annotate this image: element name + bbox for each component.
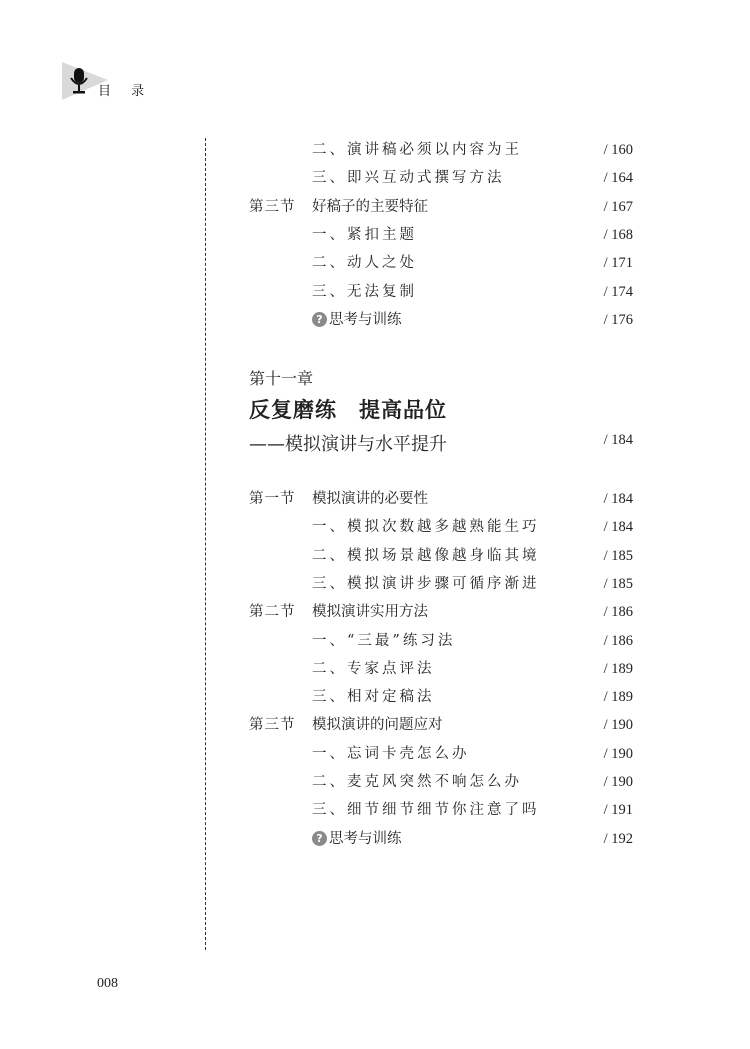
exercise-label: [312, 308, 402, 332]
exercise-title: 思考与训练: [329, 311, 402, 328]
toc-subsection: [0, 572, 750, 596]
toc-subsection: [0, 629, 750, 653]
page-ref: / 190: [603, 774, 633, 790]
toc-subsection: [0, 770, 750, 794]
page-ref: / 164: [603, 170, 633, 187]
exercise-title: 思考与训练: [329, 830, 402, 847]
subsection-title: 三、细节细节细节你注意了吗: [312, 802, 540, 819]
section-title: 模拟演讲实用方法: [312, 604, 428, 621]
section-number: 第三节: [249, 717, 296, 734]
page-ref: / 185: [603, 575, 633, 592]
section-number: 第三节: [249, 198, 296, 215]
toc-subsection: [0, 685, 750, 709]
subsection-title: 二、模拟场景越像越身临其境: [312, 547, 540, 564]
toc-subsection: [0, 798, 750, 822]
page-ref: / 184: [603, 491, 633, 507]
page-ref: / 190: [603, 745, 633, 762]
question-icon: ?: [312, 312, 327, 327]
subsection-title: 三、无法复制: [312, 283, 417, 300]
toc-subsection: [0, 166, 750, 190]
header-label: 目 录: [98, 84, 153, 99]
page-ref: / 186: [603, 632, 633, 649]
page-ref: / 184: [603, 519, 633, 536]
page-ref: / 192: [603, 830, 633, 847]
section-title: 模拟演讲的必要性: [312, 491, 428, 507]
subsection-title: 三、相对定稿法: [312, 689, 435, 706]
subsection-title: 三、即兴互动式撰写方法: [312, 170, 505, 187]
toc-subsection: [0, 251, 750, 275]
subsection-title: 一、紧扣主题: [312, 226, 417, 243]
chapter-subtitle: ——模拟演讲与水平提升: [249, 434, 447, 455]
page-ref: / 168: [603, 226, 633, 243]
section-title: 好稿子的主要特征: [312, 198, 428, 215]
toc-exercise: [0, 308, 750, 332]
toc-exercise: [0, 827, 750, 851]
subsection-title: 二、动人之处: [312, 255, 417, 272]
question-icon: ?: [312, 831, 327, 846]
subsection-title: 二、专家点评法: [312, 660, 435, 677]
subsection-title: 一、“三最”练习法: [312, 632, 456, 649]
toc-subsection: [0, 515, 750, 539]
toc-subsection: [0, 138, 750, 162]
subsection-title: 二、麦克风突然不响怎么办: [312, 774, 522, 790]
page-ref: / 160: [603, 142, 633, 158]
chapter-page: / 184: [603, 432, 633, 448]
chapter-title: 反复磨练 提高品位: [249, 398, 447, 422]
page-ref: / 186: [603, 604, 633, 621]
page-ref: / 189: [603, 660, 633, 677]
toc-subsection: [0, 742, 750, 766]
toc-section: [0, 600, 750, 624]
page-number: 008: [97, 976, 118, 991]
toc-section: [0, 713, 750, 737]
section-number: 第一节: [249, 491, 296, 507]
chapter-number: 第十一章: [249, 369, 314, 388]
section-title: 模拟演讲的问题应对: [312, 717, 443, 734]
toc-subsection: [0, 544, 750, 568]
page-ref: / 191: [603, 802, 633, 819]
page-ref: / 174: [603, 283, 633, 300]
subsection-title: 二、演讲稿必须以内容为王: [312, 142, 522, 158]
toc-subsection: [0, 280, 750, 304]
toc-section: [0, 487, 750, 511]
subsection-title: 三、模拟演讲步骤可循序渐进: [312, 575, 540, 592]
subsection-title: 一、模拟次数越多越熟能生巧: [312, 519, 540, 536]
section-number: 第二节: [249, 604, 296, 621]
page-ref: / 190: [603, 717, 633, 734]
toc-section: [0, 195, 750, 219]
page-ref: / 171: [603, 255, 633, 272]
toc-subsection: [0, 657, 750, 681]
subsection-title: 一、忘词卡壳怎么办: [312, 745, 470, 762]
page-ref: / 189: [603, 689, 633, 706]
page-ref: / 176: [603, 311, 633, 328]
toc-subsection: [0, 223, 750, 247]
exercise-label: [312, 827, 402, 851]
page-ref: / 185: [603, 547, 633, 564]
page-ref: / 167: [603, 198, 633, 215]
